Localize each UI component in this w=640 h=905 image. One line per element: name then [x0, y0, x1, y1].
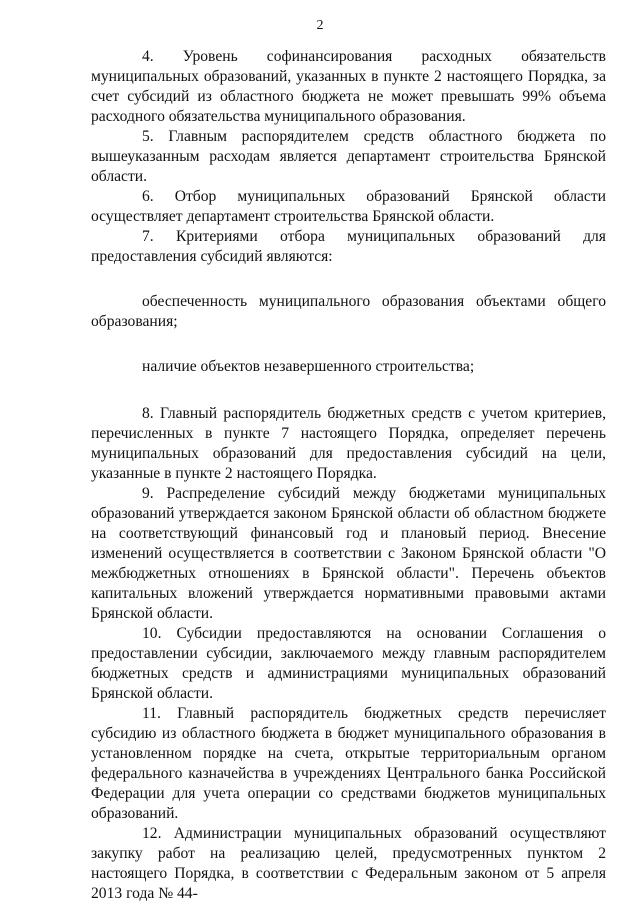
paragraph-10-agreement: 10. Субсидии предоставляются на основании Соглашения о предоставлении субсидии, заключаемого между главным распорядителем бюджетных средств и администрациями муниципальных образований Брянской области. [91, 625, 606, 702]
paragraph-6-selection: 6. Отбор муниципальных образований Брянской области осуществляет департамент строительства Брянской области. [91, 188, 606, 225]
paragraph-11-transfer: 11. Главный распорядитель бюджетных средств перечисляет субсидию из областного бюджета в бюджет муниципального образования в установленном порядке на счета, открытые территориальным органом федерального казначейства в учреждениях Центрального банка Российской Федерации для учета операции со средствами бюджетов муниципальных образований. [91, 705, 606, 822]
paragraph-9-distribution: 9. Распределение субсидий между бюджетами муниципальных образований утверждается законом Брянской области об областном бюджете на соответствующий финансовый год и плановый период. Внесение изменений осуществляется в соответствии с Законом Брянской области "О межбюджетных отношениях в Брянской области". Перечень объектов капитальных вложений утверждается нормативными правовыми актами Брянской области. [91, 485, 606, 622]
criterion-general-education: обеспеченность муниципального образования объектами общего образования; [91, 293, 606, 330]
page-number: 2 [316, 18, 324, 33]
paragraph-8-list-determination: 8. Главный распорядитель бюджетных средств с учетом критериев, перечисленных в пункте 7 настоящего Порядка, определяет перечень муниципальных образований для предоставления субсидий на цели, указанные в пункте 2 настоящего Порядка. [91, 405, 606, 482]
paragraph-5-main-manager: 5. Главным распорядителем средств областного бюджета по вышеуказанным расходам является департамент строительства Брянской области. [91, 128, 606, 185]
criterion-unfinished-construction: наличие объектов незавершенного строительства; [142, 358, 475, 375]
paragraph-12-procurement: 12. Администрации муниципальных образований осуществляют закупку работ на реализацию целей, предусмотренных пунктом 2 настоящего Порядка, в соответствии с Федеральным законом от 5 апреля 2013 года № 44- [91, 825, 606, 902]
paragraph-4-cofinancing-level: 4. Уровень софинансирования расходных обязательств муниципальных образований, указанных в пункте 2 настоящего Порядка, за счет субсидий из областного бюджета не может превышать 99% объема расходного обязательства муниципального образования. [91, 48, 606, 125]
document-body [91, 47, 606, 904]
paragraph-7-criteria: 7. Критериями отбора муниципальных образований для предоставления субсидий являются: [91, 228, 606, 265]
